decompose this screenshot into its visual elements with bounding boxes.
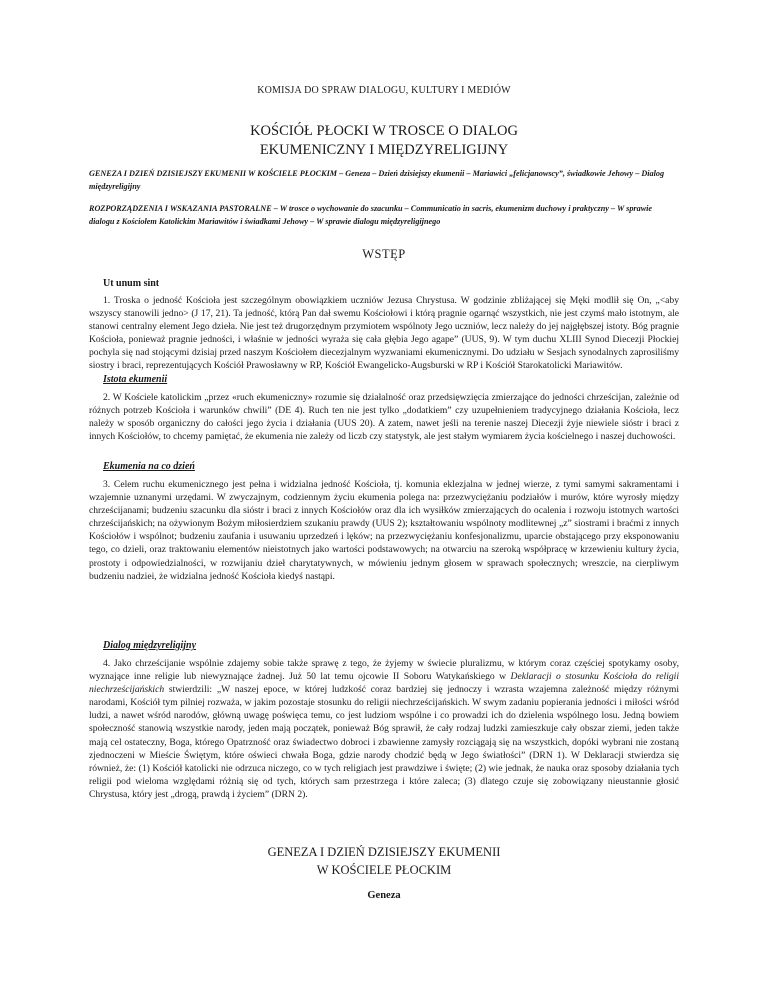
subheading-geneza: Geneza: [367, 890, 401, 901]
geneza-heading-line-1: GENEZA I DZIEŃ DZISIEJSZY EKUMENII: [267, 845, 501, 859]
section-heading-geneza: [89, 843, 679, 879]
subheading-istota-ekumenii: Istota ekumenii: [103, 374, 168, 385]
document-title: [89, 122, 679, 160]
section-heading-wstep: WSTĘP: [362, 247, 406, 261]
title-line-2: EKUMENICZNY I MIĘDZYRELIGIJNY: [259, 142, 509, 158]
declaration-title: Deklaracji o stosunku Kościoła do religii niechrześcijańskich: [89, 671, 679, 696]
subheading-dialog-miedzyreligijny: Dialog międzyreligijny: [103, 640, 197, 651]
subheading-ekumenia-na-co-dzien: Ekumenia na co dzień: [103, 461, 195, 472]
paragraph-4-text-a: 4. Jako chrześcijanie wspólnie zdajemy sobie także sprawę z tego, że żyjemy w świecie pluralizmu, w którym coraz częściej spotykamy osoby, wyznające inne religie lub niewyznające żadnej. Już 50 lat temu ojcowie II Soboru Watykańskiego w: [89, 658, 679, 683]
toc-section-1: GENEZA I DZIEŃ DZISIEJSZY EKUMENII W KOŚCIELE PŁOCKIM – Geneza – Dzień dzisiejszy ekumenii – Mariawici „felicjanowscy”, świadkowie Jehowy – Dialog międzyreligijny: [89, 169, 665, 191]
paragraph-3: 3. Celem ruchu ekumenicznego jest pełna i widzialna jedność Kościoła, tj. komunia eklezjalna w jednej wierze, z tymi samymi sakramentami i wzajemnie uznanymi urzędami. W zwyczajnym, codziennym życiu ekumenia polega na: przezwyciężaniu podziałów i murów, które wyrosły między chrześcijanami; budzeniu szacunku dla sióstr i braci z innych Kościołów oraz dla ich wysiłków zmierzających do ocalenia i rozwoju istotnych wartości chrześcijańskich; na ożywionym Bożym miłosierdziem szukaniu prawdy (UUS 2); kształtowaniu wspólnoty modlitewnej „z” siostrami i braćmi z innych Kościołów i wspólnot; budzeniu zaufania i usuwaniu uprzedzeń i lęków; na przezwyciężaniu konfesjonalizmu, uparcie obstającego przy eksponowaniu tego, co dzieli, oraz traktowaniu elementów nieistotnych jako wartości podstawowych; na otwarciu na szeroką współpracę w krzewieniu kultury życia, prostoty i odpowiedzialności, w rozwijaniu dzieł charytatywnych, w mówieniu jednym głosem w sprawach społecznych; wreszcie, na cierpliwym budzeniu nadziei, że widzialna jedność Kościoła kiedyś nastąpi.: [89, 479, 679, 582]
title-line-1: KOŚCIÓŁ PŁOCKI W TROSCE O DIALOG: [250, 123, 518, 139]
geneza-heading-line-2: W KOŚCIELE PŁOCKIM: [316, 863, 452, 877]
paragraph-2: 2. W Kościele katolickim „przez «ruch ekumeniczny» rozumie się działalność oraz przedsięwzięcia zmierzające do jedności chrześcijan, zależnie od różnych potrzeb Kościoła i warunków chwili” (DE 4). Ruch ten nie jest tylko „dodatkiem” czy uzupełnieniem tradycyjnego działania Kościoła, lecz należy w sposób organiczny do całości jego życia i działania (UUS 20). A zatem, nawet jeśli na terenie naszej Diecezji żyje niewiele sióstr i braci z innych Kościołów, to chcemy pamiętać, że ekumenia nie zależy od liczb czy statystyk, ale jest stałym wymiarem życia kościelnego i naszej duchowości.: [89, 392, 679, 443]
commission-header: KOMISJA DO SPRAW DIALOGU, KULTURY I MEDIÓW: [257, 85, 511, 96]
subheading-ut-unum-sint: Ut unum sint: [103, 278, 160, 289]
paragraph-4: [89, 657, 679, 801]
paragraph-4-text-b: stwierdzili: „W naszej epoce, w której ludzkość coraz bardziej się jednoczy i wzrasta wzajemna zależność między różnymi narodami, Kościół tym pilniej rozważa, w jakim pozostaje stosunku do religii niechrześcijańskich. W swym zadaniu popierania jedności i miłości wśród ludzi, a nawet wśród narodów, główną uwagę poświęca temu, co jest ludziom wspólne i co prowadzi ich do dzielenia wspólnego losu. Jedną bowiem społeczność stanowią wszystkie narody, jeden mają początek, ponieważ Bóg sprawił, że cały rodzaj ludzki zamieszkuje cały obszar ziemi, jeden także mają cel ostateczny, Boga, którego Opatrzność oraz świadectwo dobroci i zbawienne zamysły rozciągają się na wszystkich, dopóki wybrani nie zostaną zjednoczeni w Mieście Świętym, które oświeci chwała Boga, gdzie narody chodzić będą w Jego światłości” (DRN 1). W Deklaracji stwierdza się również, że: (1) Kościół katolicki nie odrzuca niczego, co w tych religiach jest prawdziwe i święte; (2) wie jednak, że nauka oraz sposoby działania tych religii pod wieloma względami różnią się od tych, których sam przestrzega i które zaleca; (3) dlatego czuje się zobowiązany nieustannie głosić Chrystusa, który jest „drogą, prawdą i życiem” (DRN 2).: [89, 684, 679, 800]
paragraph-1: 1. Troska o jedność Kościoła jest szczególnym obowiązkiem uczniów Jezusa Chrystusa. W godzinie zbliżającej się Męki modlił się On, „<aby wszyscy stanowili jedno> (J 17, 21). Ta jedność, którą Pan dał swemu Kościołowi i którą pragnie ogarnąć wszystkich, nie jest czymś mało istotnym, ale stanowi centralny element Jego dzieła. Nie jest też drugorzędnym przymiotem wspólnoty Jego uczniów, lecz należy do jej najgłębszej istoty. Bóg pragnie Kościoła, ponieważ pragnie jedności, i właśnie w jedności wyraża się cała głębia Jego agape” (UUS, 9). W tym duchu XLIII Synod Diecezji Płockiej pochyla się nad stojącymi dzisiaj przed naszym Kościołem diecezjalnym wyzwaniami ekumenicznymi. Do udziału w Sesjach synodalnych zaprosiliśmy siostry i braci, reprezentujących Kościół Prawosławny w RP, Kościół Ewangelicko-Augsburski w RP i Kościół Starokatolicki Mariawitów.: [89, 295, 679, 372]
toc-section-2: ROZPORZĄDZENIA I WSKAZANIA PASTORALNE – W trosce o wychowanie do szacunku – Communicatio in sacris, ekumenizm duchowy i praktyczny – W sprawie dialogu z Kościołem Katolickim Mariawitów i świadkami Jehowy – W sprawie dialogu międzyreligijnego: [89, 204, 653, 226]
